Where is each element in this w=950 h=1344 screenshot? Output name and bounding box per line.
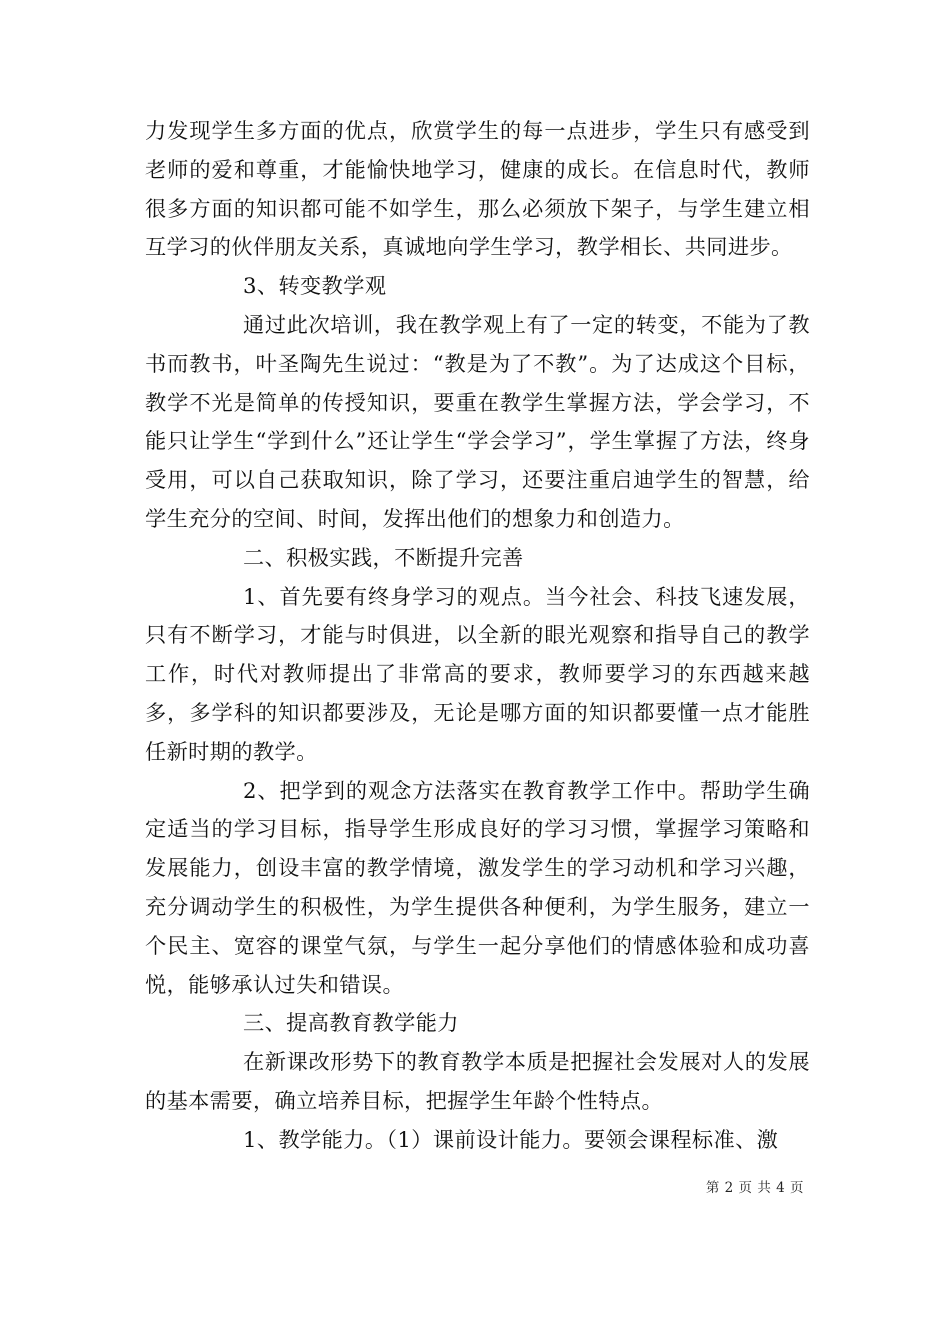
paragraph-new-curriculum: 在新课改形势下的教育教学本质是把握社会发展对人的发展的基本需要，确立培养目标，把握学生年龄个性特点。 xyxy=(145,1049,810,1113)
paragraph-teaching-view: 通过此次培训，我在教学观上有了一定的转变，不能为了教书而教书，叶圣陶先生说过：“教是为了不教”。为了达成这个目标，教学不光是简单的传授知识，要重在教学生掌握方法，学会学习，不能只让学生“学到什么”还让学生“学会学习”，学生掌握了方法，终身受用，可以自己获取知识，除了学习，还要注重启迪学生的智慧，给学生充分的空间、时间，发挥出他们的想象力和创造力。 xyxy=(145,311,810,531)
heading-change-teaching-view: 3、转变教学观 xyxy=(243,273,387,299)
heading-improve-ability: 三、提高教育教学能力 xyxy=(243,1010,459,1036)
paragraph-lifelong-learning: 1、首先要有终身学习的观点。当今社会、科技飞速发展，只有不断学习，才能与时俱进，以全新的眼光观察和指导自己的教学工作，时代对教师提出了非常高的要求，教师要学习的东西越来越多，多学科的知识都要涉及，无论是哪方面的知识都要懂一点才能胜任新时期的教学。 xyxy=(145,583,810,764)
page-footer: 第 2 页 共 4 页 xyxy=(705,1180,804,1196)
heading-active-practice: 二、积极实践，不断提升完善 xyxy=(243,544,524,570)
paragraph-apply-methods: 2、把学到的观念方法落实在教育教学工作中。帮助学生确定适当的学习目标，指导学生形成良好的学习习惯，掌握学习策略和发展能力，创设丰富的教学情境，激发学生的学习动机和学习兴趣，充分调动学生的积极性，为学生提供各种便利，为学生服务，建立一个民主、宽容的课堂气氛，与学生一起分享他们的情感体验和成功喜悦，能够承认过失和错误。 xyxy=(145,777,810,997)
document-body xyxy=(145,112,810,1160)
paragraph-teaching-ability: 1、教学能力。（1）课前设计能力。要领会课程标准、激 xyxy=(243,1126,779,1152)
paragraph-continuation: 力发现学生多方面的优点，欣赏学生的每一点进步，学生只有感受到老师的爱和尊重，才能愉快地学习，健康的成长。在信息时代，教师很多方面的知识都可能不如学生，那么必须放下架子，与学生建立相互学习的伙伴朋友关系，真诚地向学生学习，教学相长、共同进步。 xyxy=(145,118,810,260)
